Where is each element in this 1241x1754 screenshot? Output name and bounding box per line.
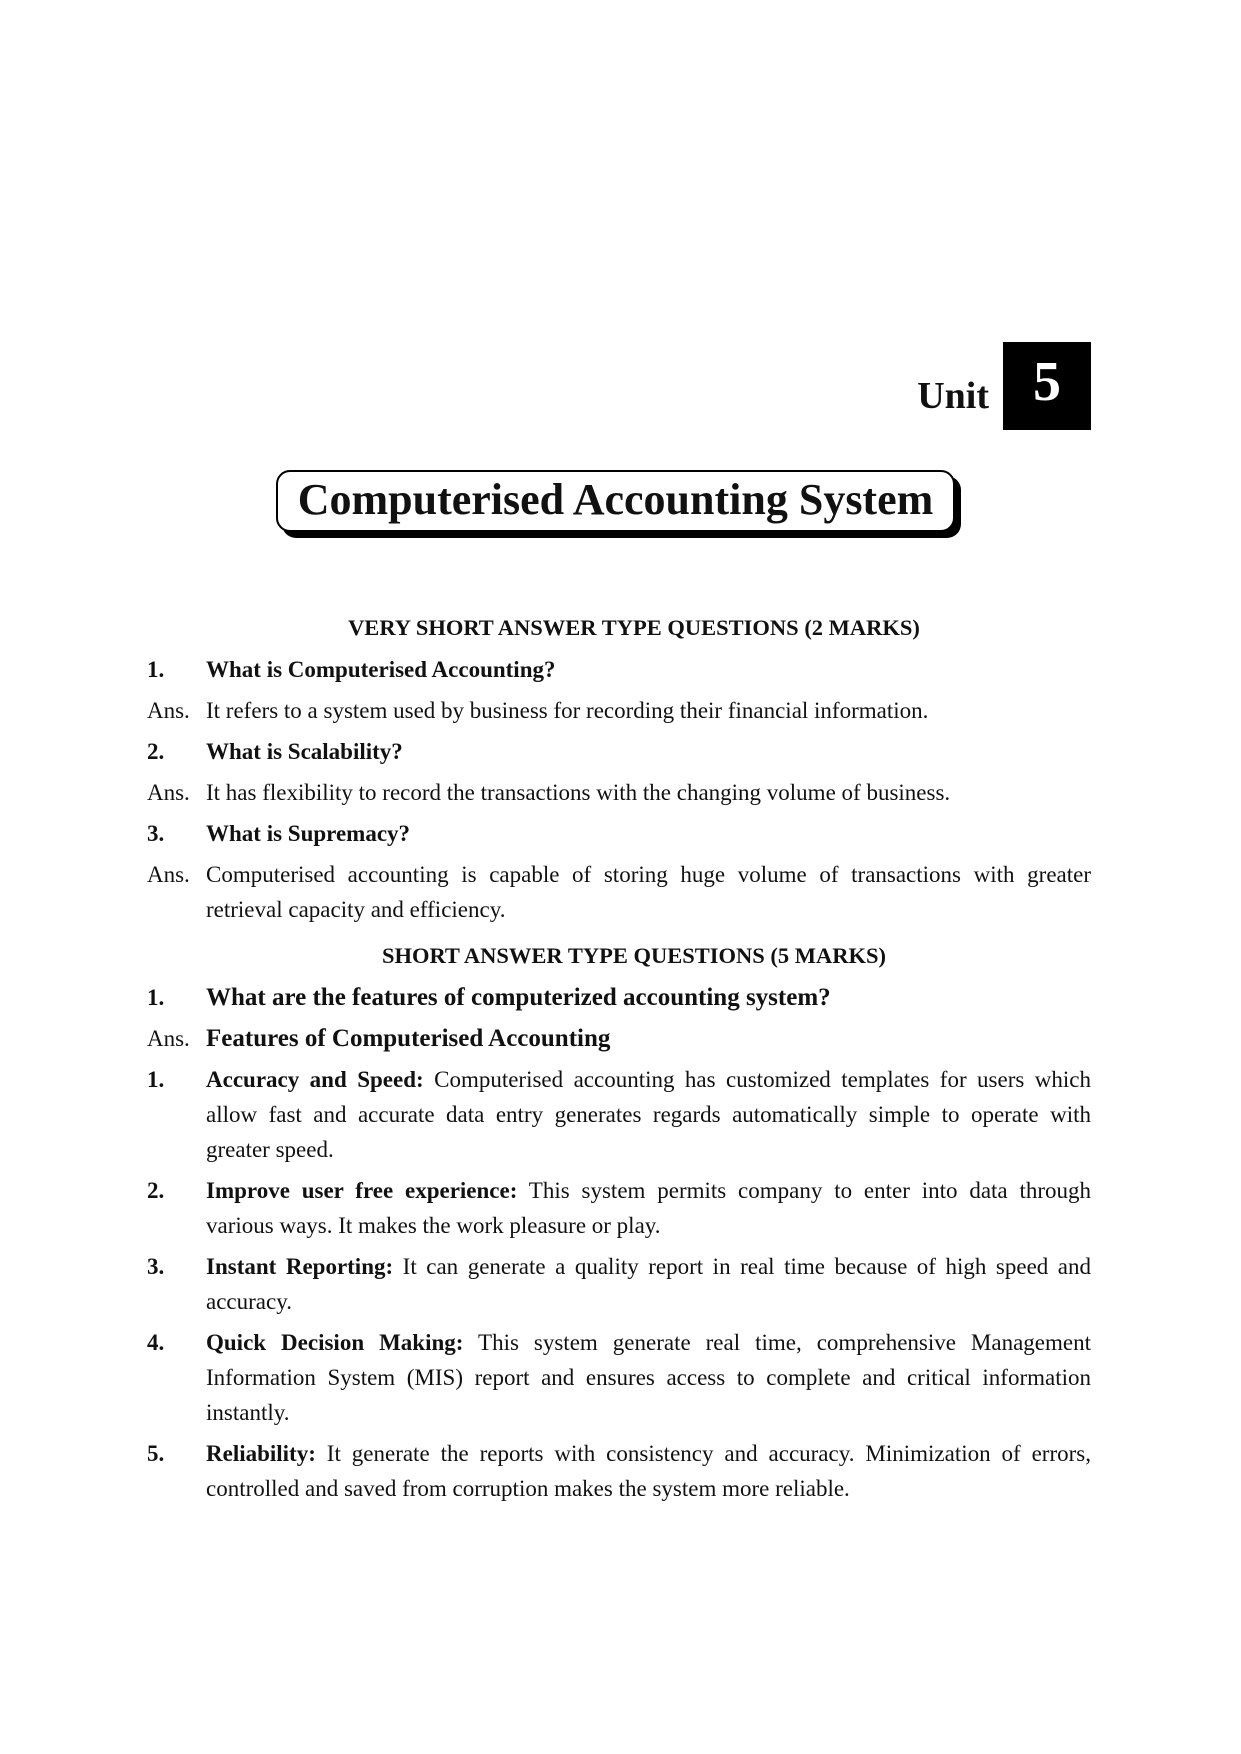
question-number: 2. (147, 739, 165, 764)
feature-number: 5. (147, 1441, 165, 1466)
answer-label: Ans. (147, 780, 190, 805)
title-container (0, 470, 1241, 532)
feature-description: It can generate a quality report in real time because of high speed and accuracy. (206, 1254, 1092, 1314)
question-text: What is Computerised Accounting? (206, 657, 556, 682)
feature-description: It generate the reports with consistency and accuracy. Minimization of errors, controlled and saved from corruption makes the system more reliable. (206, 1441, 1091, 1501)
feature-term: Reliability: (206, 1441, 316, 1466)
answer-text: It has flexibility to record the transactions with the changing volume of business. (206, 780, 951, 805)
answer-row (147, 693, 1091, 728)
feature-text (206, 1325, 1091, 1430)
feature-item (147, 1436, 1091, 1506)
feature-text (206, 1436, 1091, 1506)
feature-description: This system permits company to enter into data through various ways. It makes the work pleasure or play. (206, 1178, 1091, 1238)
feature-text (206, 1249, 1091, 1319)
question-text: What are the features of computerized accounting system? (206, 984, 831, 1011)
answer-row (147, 775, 1091, 810)
feature-item (147, 1062, 1091, 1167)
content (147, 611, 1091, 1512)
answer-label: Ans. (147, 862, 190, 887)
feature-term: Improve user free experience: (206, 1178, 518, 1203)
question-number: 1. (147, 657, 165, 682)
feature-term: Accuracy and Speed: (206, 1067, 424, 1092)
question-row (147, 816, 1091, 851)
answer-label: Ans. (147, 698, 190, 723)
feature-text (206, 1062, 1091, 1167)
question-row (147, 980, 1091, 1015)
feature-text (206, 1173, 1091, 1243)
page-title: Computerised Accounting System (297, 475, 934, 524)
question-number: 1. (147, 985, 165, 1010)
answer-row (147, 857, 1091, 927)
feature-description: This system generate real time, comprehensive Management Information System (MIS) report and ensures access to complete and critical information instantly. (206, 1330, 1092, 1425)
answer-heading: Features of Computerised Accounting (206, 1025, 611, 1052)
feature-description: Computerised accounting has customized templates for users which allow fast and accurate data entry generates regards automatically simple to operate with greater speed. (206, 1067, 1091, 1162)
question-row (147, 652, 1091, 687)
unit-label: Unit (917, 375, 989, 417)
feature-term: Instant Reporting: (206, 1254, 394, 1279)
question-text: What is Scalability? (206, 739, 403, 764)
answer-text: It refers to a system used by business for recording their financial information. (206, 698, 929, 723)
question-number: 3. (147, 821, 165, 846)
feature-item (147, 1249, 1091, 1319)
answer-text: Computerised accounting is capable of storing huge volume of transactions with greater retrieval capacity and efficiency. (206, 862, 1091, 922)
feature-item (147, 1325, 1091, 1430)
question-row (147, 734, 1091, 769)
section-heading-very-short: VERY SHORT ANSWER TYPE QUESTIONS (2 MARKS) (348, 615, 920, 640)
feature-number: 4. (147, 1330, 165, 1355)
question-text: What is Supremacy? (206, 821, 411, 846)
section-heading-short: SHORT ANSWER TYPE QUESTIONS (5 MARKS) (381, 943, 887, 968)
answer-label: Ans. (147, 1026, 190, 1051)
feature-number: 1. (147, 1067, 165, 1092)
unit-number-badge: 5 (1003, 342, 1091, 430)
feature-term: Quick Decision Making: (206, 1330, 464, 1355)
feature-item (147, 1173, 1091, 1243)
title-box (276, 470, 956, 532)
unit-header (917, 342, 1091, 430)
answer-row (147, 1021, 1091, 1056)
feature-number: 3. (147, 1254, 165, 1279)
feature-number: 2. (147, 1178, 165, 1203)
